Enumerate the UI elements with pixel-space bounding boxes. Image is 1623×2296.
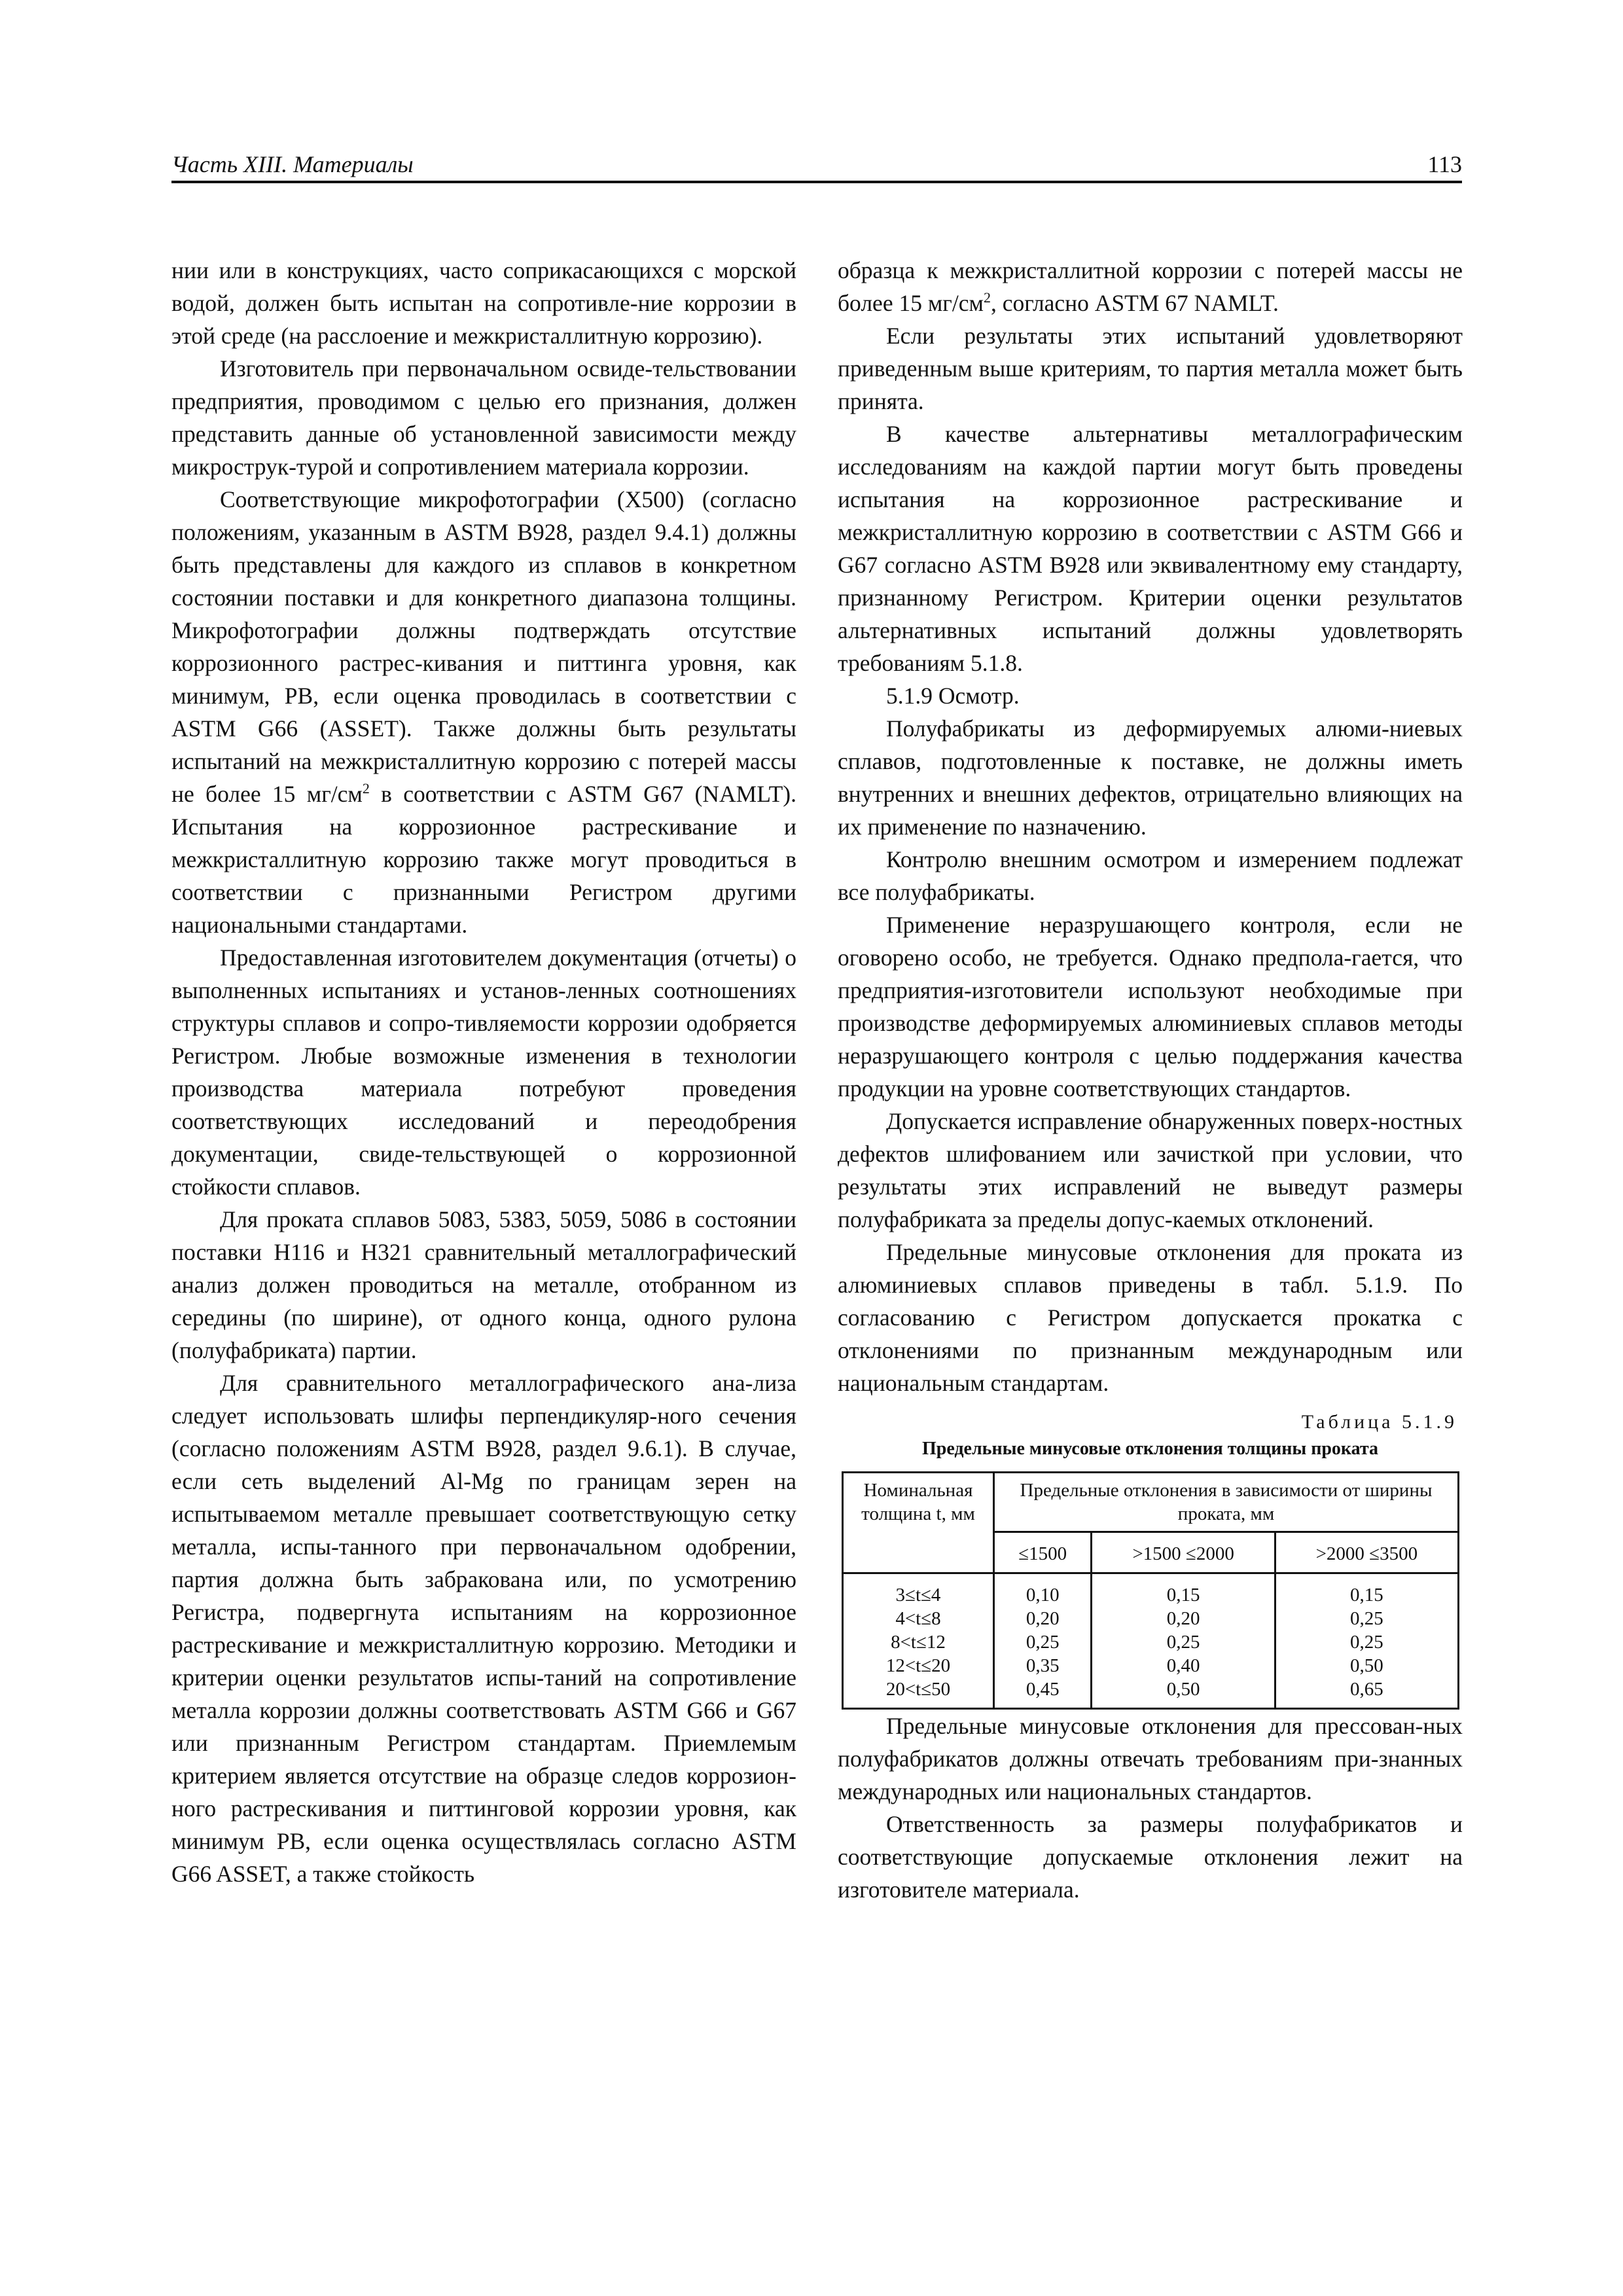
cell: 0,35 (1026, 1655, 1060, 1676)
paragraph: Ответственность за размеры полуфабрикатов и соответствующие допускаемые отклонения лежит на изготовителе материала. (838, 1811, 1463, 1903)
paragraph: Изготовитель при первоначальном освиде-тельствовании предприятия, проводимом с целью его признания, должен представить данные об установленной зависимости между микрострук-турой и сопротивлением материала коррозии. (171, 355, 796, 480)
header-nominal-thickness: Номинальная толщина t, мм (843, 1473, 994, 1573)
cell: 0,40 (1166, 1655, 1200, 1676)
cell: 0,25 (1166, 1632, 1200, 1653)
paragraph: Для проката сплавов 5083, 5383, 5059, 5086 в состоянии поставки H116 и H321 сравнительный металлографический анализ должен проводиться на металле, отобранном из середины (по ширине), от одного конца, одного рулона (полуфабриката) партии. (171, 1206, 796, 1363)
section-heading: 5.1.9 Осмотр. (886, 683, 1020, 709)
cell: 0,25 (1026, 1632, 1060, 1653)
cell: 4<t≤8 (895, 1608, 941, 1629)
paragraph: Предельные минусовые отклонения для проката из алюминиевых сплавов приведены в табл. 5.1.9. По согласованию с Регистром допускается прокатка с отклонениями по признанным международным или национальным стандартам. (838, 1239, 1463, 1396)
right-column (838, 254, 1463, 1906)
paragraph-text: Соответствующие микрофотографии (X500) (согласно положениям, указанным в ASTM B928, раздел 9.4.1) должны быть представлены для каждого из сплавов в конкретном состоянии поставки и для конкретного диапазона толщины. Микрофотографии должны подтверждать отсутствие коррозионного растрес-кивания и питтинга уровня, как минимум, PB, если оценка проводилась в соответствии с ASTM G66 (ASSET). Также должны быть результаты испытаний на межкристаллитную коррозию с потерей массы не более 15 мг/см (171, 486, 796, 807)
cell: 3≤t≤4 (895, 1585, 941, 1605)
cell: 0,20 (1166, 1608, 1200, 1629)
superscript: 2 (362, 780, 370, 797)
paragraph-text: в соответствии с ASTM G67 (NAMLT). Испытания на коррозионное растрескивание и межкристаллитную коррозию также могут проводиться в соответствии с признанными Регистром другими национальными стандартами. (171, 781, 796, 938)
paragraph: В качестве альтернативы металлографическим исследованиям на каждой партии могут быть проведены испытания на коррозионное растрескивание и межкристаллитную коррозию в соответствии с ASTM G66 и G67 согласно ASTM B928 или эквивалентному ему стандарту, признанному Регистром. Критерии оценки результатов альтернативных испытаний должны удовлетворять требованиям 5.1.8. (838, 421, 1463, 676)
cell: 0,50 (1166, 1679, 1200, 1700)
cell: 0,25 (1349, 1608, 1383, 1629)
paragraph: Предельные минусовые отклонения для прессован-ных полуфабрикатов должны отвечать требованиям при-знанных международных или национальных стандартов. (838, 1713, 1463, 1804)
table-number: Таблица 5.1.9 (1301, 1411, 1457, 1433)
paragraph: нии или в конструкциях, часто соприкасающихся с морской водой, должен быть испытан на сопротивле-ние коррозии в этой среде (на расслоение и межкристаллитную коррозию). (171, 257, 796, 349)
cell: 0,15 (1349, 1585, 1383, 1605)
header-width-col3: >2000 ≤3500 (1275, 1532, 1458, 1573)
cell: 0,15 (1166, 1585, 1200, 1605)
cell: 0,45 (1026, 1679, 1060, 1700)
header-width-col2: >1500 ≤2000 (1092, 1532, 1275, 1573)
paragraph: Если результаты этих испытаний удовлетворяют приведенным выше критериям, то партия металла может быть принята. (838, 323, 1463, 414)
cell: 0,20 (1026, 1608, 1060, 1629)
paragraph: Предоставленная изготовителем документация (отчеты) о выполненных испытаниях и установ-ленных соотношениях структуры сплавов и сопро-тивляемости коррозии одобряется Регистром. Любые возможные изменения в технологии производства материала потребуют проведения соответствующих исследований и переодобрения документации, свиде-тельствующей о коррозионной стойкости сплавов. (171, 944, 796, 1200)
paragraph-text: , согласно ASTM 67 NAMLT. (990, 290, 1279, 316)
paragraph (171, 483, 796, 941)
cell: 0,25 (1349, 1632, 1383, 1653)
cell: 0,50 (1349, 1655, 1383, 1676)
paragraph: Контролю внешним осмотром и измерением подлежат все полуфабрикаты. (838, 846, 1463, 905)
paragraph: Применение неразрушающего контроля, если не оговорено особо, не требуется. Однако предпола-гается, что предприятия-изготовители используют необходимые при производстве деформируемых алюминиевых сплавов методы неразрушающего контроля с целью поддержания качества продукции на уровне соответствующих стандартов. (838, 912, 1463, 1102)
running-header (171, 144, 1462, 183)
paragraph: Для сравнительного металлографического ана-лиза следует использовать шлифы перпендикуляр-ного сечения (согласно положениям ASTM B928, раздел 9.6.1). В случае, если сеть выделений Al-Mg по границам зерен на испытываемом металле превышает соответствующую сетку металла, испы-танного при первоначальном одобрении, партия должна быть забракована или, по усмотрению Регистра, подвергнута испытаниям на коррозионное растрескивание и межкристаллитную коррозию. Методики и критерии оценки результатов испы-таний на сопротивление металла коррозии должны соответствовать ASTM G66 и G67 или признанным Регистром стандартам. Приемлемым критерием является отсутствие на образце следов коррозион-ного растрескивания и питтинговой коррозии уровня, как минимум PB, если оценка осуществлялась согласно ASTM G66 ASSET, а также стойкость (171, 1370, 796, 1887)
deviation-table (842, 1471, 1459, 1710)
deviation-column-2 (1092, 1573, 1275, 1709)
deviation-column-1 (994, 1573, 1092, 1709)
page-number: 113 (1427, 151, 1462, 177)
cell: 12<t≤20 (885, 1655, 951, 1676)
cell: 0,65 (1349, 1679, 1383, 1700)
header-deviation-group: Предельные отклонения в зависимости от ширины проката, мм (994, 1473, 1459, 1532)
header-width-col1: ≤1500 (994, 1532, 1092, 1573)
thickness-column (843, 1573, 994, 1709)
paragraph: Полуфабрикаты из деформируемых алюми-ниевых сплавов, подготовленные к поставке, не должны иметь внутренних и внешних дефектов, отрицательно влияющих на их применение по назначению. (838, 715, 1463, 840)
header-title: Часть XIII. Материалы (171, 151, 414, 177)
table-title: Предельные минусовые отклонения толщины проката (921, 1439, 1379, 1459)
deviation-column-3 (1275, 1573, 1458, 1709)
cell: 20<t≤50 (885, 1679, 951, 1700)
table-block (838, 1408, 1463, 1710)
cell: 0,10 (1026, 1585, 1060, 1605)
paragraph (838, 254, 1463, 319)
paragraph: Допускается исправление обнаруженных поверх-ностных дефектов шлифованием или зачисткой при условии, что результаты этих исправлений не выведут размеры полуфабриката за пределы допус-каемых отклонений. (838, 1108, 1463, 1232)
cell: 8<t≤12 (891, 1632, 946, 1653)
superscript: 2 (983, 289, 991, 306)
left-column (171, 254, 796, 1890)
paragraph-text: образца к межкристаллитной коррозии с потерей массы не более 15 мг/см (838, 257, 1463, 316)
